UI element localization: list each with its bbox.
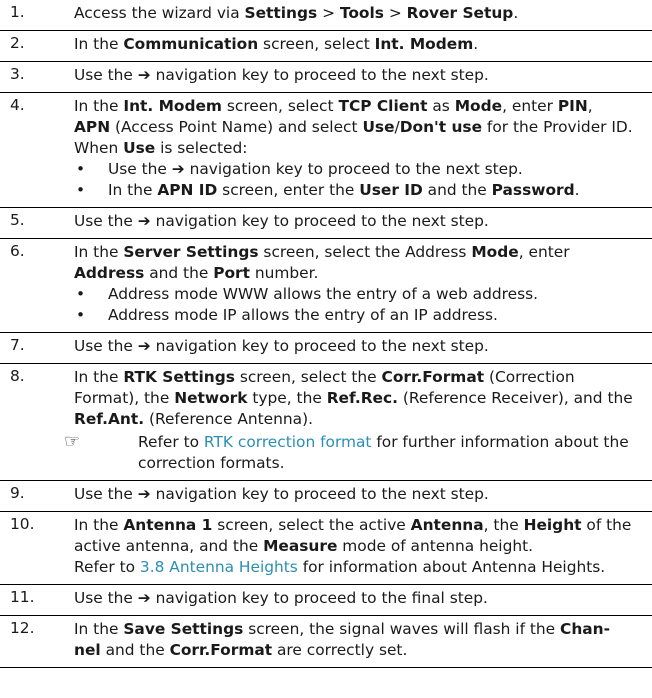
step-number: 11. — [10, 588, 35, 606]
arrow-right-icon: ➔ — [137, 337, 151, 355]
rtk-correction-format-link[interactable]: RTK correction format — [203, 433, 372, 451]
arrow-right-icon: ➔ — [137, 589, 151, 607]
step-number: 9. — [10, 484, 25, 502]
table-row — [0, 62, 652, 93]
bullet-list — [74, 159, 638, 201]
table-row — [0, 31, 652, 62]
step-text: In the Antenna 1 screen, select the active Antenna, the Height of the active antenna, and the Measure mode of antenna height. Refer to 3.8 Antenna Heights for information about Antenna Heights. — [74, 516, 632, 576]
table-row — [0, 208, 652, 239]
step-number: 4. — [10, 96, 25, 114]
step-number: 1. — [10, 3, 25, 21]
pointing-hand-icon: ☞ — [64, 431, 81, 452]
step-text: Use the ➔ navigation key to proceed to the final step. — [74, 589, 488, 607]
bullet-list — [74, 284, 638, 326]
step-number: 8. — [10, 367, 25, 385]
step-number: 2. — [10, 34, 25, 52]
list-item: • Address mode IP allows the entry of an IP address. — [74, 305, 638, 326]
table-row — [0, 333, 652, 364]
step-text: Use the ➔ navigation key to proceed to the next step. — [74, 212, 489, 230]
step-text: In the Communication screen, select Int. Modem. — [74, 35, 479, 53]
step-number: 12. — [10, 619, 35, 637]
arrow-right-icon: ➔ — [171, 160, 185, 178]
table-row — [0, 481, 652, 512]
list-item: • Address mode WWW allows the entry of a web address. — [74, 284, 638, 305]
table-row — [0, 364, 652, 481]
step-text: In the RTK Settings screen, select the Corr.Format (Correction Format), the Network type, the Ref.Rec. (Reference Receiver), and the Ref.Ant. (Reference Antenna). ☞ Refer to RTK correction format for further information about the correction formats. — [74, 364, 652, 480]
arrow-right-icon: ➔ — [137, 485, 151, 503]
table-row — [0, 616, 652, 668]
step-text: Access the wizard via Settings > Tools > Rover Setup. — [74, 4, 519, 22]
table-row — [0, 239, 652, 333]
table-row — [0, 512, 652, 585]
step-number: 3. — [10, 65, 25, 83]
step-number: 7. — [10, 336, 25, 354]
menu-rover-setup: Rover Setup — [406, 4, 514, 22]
step-number: 10. — [10, 515, 35, 533]
step-text: Use the ➔ navigation key to proceed to the next step. — [74, 337, 489, 355]
step-number: 5. — [10, 211, 25, 229]
list-item: • In the APN ID screen, enter the User ID and the Password. — [74, 180, 638, 201]
step-text: In the Int. Modem screen, select TCP Client as Mode, enter PIN, APN (Access Point Name) and select Use/Don't use for the Provider ID. When Use is selected: • Use the ➔ navigation key to proceed to the next step. • In the APN ID screen, enter the User ID and the Password. — [74, 93, 652, 207]
antenna-heights-link[interactable]: 3.8 Antenna Heights — [139, 558, 298, 576]
arrow-right-icon: ➔ — [137, 66, 151, 84]
table-row — [0, 0, 652, 31]
step-text: In the Save Settings screen, the signal waves will flash if the Chan- nel and the Corr.Format are correctly set. — [74, 620, 611, 659]
step-text: In the Server Settings screen, select the Address Mode, enter Address and the Port number. • Address mode WWW allows the entry of a web address. • Address mode IP allows the entry of an IP address. — [74, 239, 652, 332]
menu-tools: Tools — [339, 4, 384, 22]
note-block: ☞ Refer to RTK correction format for further information about the correction formats. — [64, 431, 629, 472]
step-text: Use the ➔ navigation key to proceed to the next step. — [74, 485, 489, 503]
menu-settings: Settings — [244, 4, 318, 22]
arrow-right-icon: ➔ — [137, 212, 151, 230]
table-row — [0, 93, 652, 208]
table-row — [0, 585, 652, 616]
step-number: 6. — [10, 242, 25, 260]
step-text: Use the ➔ navigation key to proceed to the next step. — [74, 66, 489, 84]
list-item: • Use the ➔ navigation key to proceed to the next step. — [74, 159, 638, 180]
